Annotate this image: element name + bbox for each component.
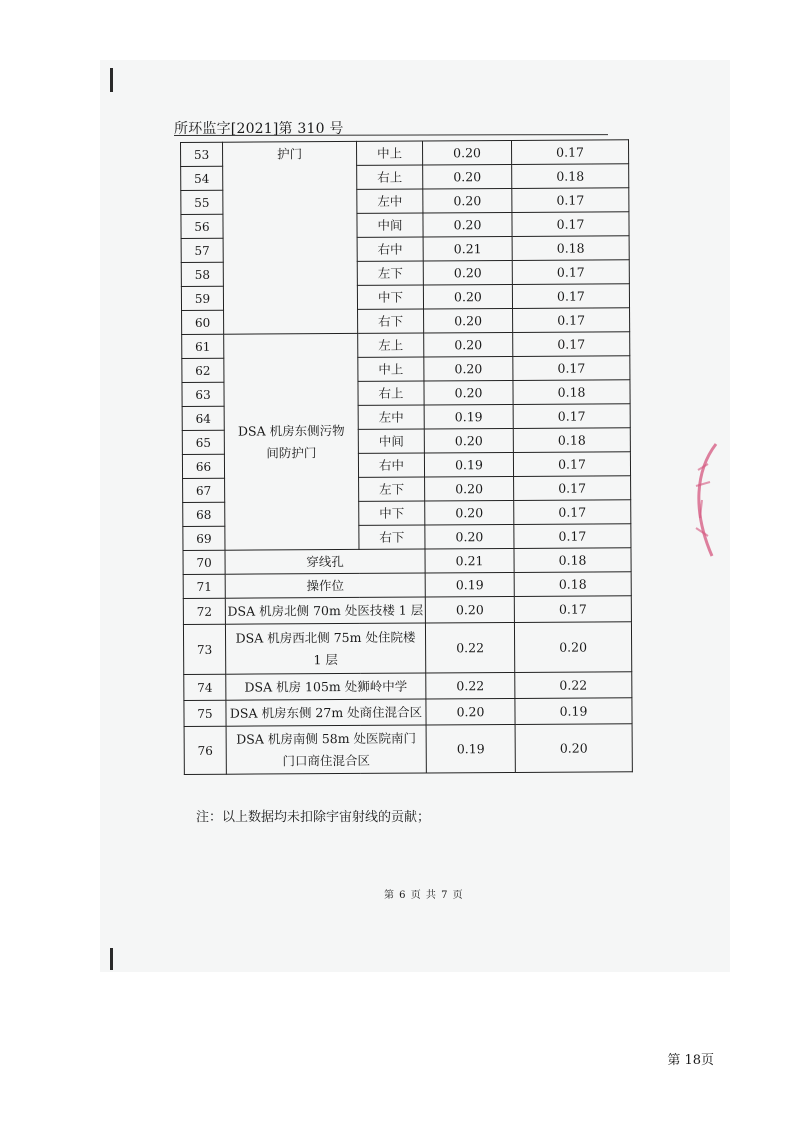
- value-cell-1: 0.20: [425, 524, 514, 549]
- position-cell: 左下: [357, 261, 423, 285]
- row-number: 76: [184, 726, 226, 774]
- value-cell-1: 0.20: [424, 428, 513, 453]
- value-cell-1: 0.21: [423, 236, 512, 261]
- row-number: 73: [183, 624, 225, 674]
- value-cell-1: 0.22: [426, 672, 515, 699]
- value-cell-2: 0.20: [515, 724, 632, 773]
- row-number: 74: [184, 674, 226, 700]
- value-cell-1: 0.20: [425, 476, 514, 501]
- location-cell: DSA 机房 105m 处狮岭中学: [226, 673, 426, 700]
- measurement-table-wrapper: [180, 139, 633, 775]
- value-cell-1: 0.20: [424, 308, 513, 333]
- table-row: [183, 622, 631, 675]
- table-note: 注：以上数据均未扣除宇宙射线的贡献；: [196, 810, 431, 825]
- table-row: [183, 572, 631, 599]
- row-number: 56: [181, 214, 223, 238]
- location-cell: DSA 机房东侧污物间防护门: [224, 333, 359, 550]
- binding-mark-top: [110, 68, 113, 92]
- value-cell-2: 0.17: [514, 596, 631, 623]
- seal-stamp-fragment: [686, 440, 722, 560]
- location-cell: DSA 机房东侧 27m 处商住混合区: [226, 699, 426, 726]
- value-cell-2: 0.20: [514, 622, 631, 673]
- row-number: 57: [181, 238, 223, 262]
- row-number: 55: [181, 190, 223, 214]
- row-number: 69: [183, 526, 225, 550]
- location-cell: DSA 机房南侧 58m 处医院南门门口商住混合区: [226, 725, 426, 774]
- row-number: 63: [182, 382, 224, 406]
- value-cell-2: 0.18: [512, 164, 629, 189]
- position-cell: 中间: [358, 429, 424, 453]
- value-cell-2: 0.17: [512, 260, 629, 285]
- position-cell: 左中: [358, 405, 424, 429]
- position-cell: 右中: [358, 453, 424, 477]
- value-cell-2: 0.17: [513, 404, 630, 429]
- value-cell-1: 0.19: [426, 724, 515, 773]
- document-number: 所环监字[2021]第 310 号: [174, 121, 344, 137]
- table-row: [184, 672, 632, 701]
- row-number: 75: [184, 700, 226, 726]
- outer-page-number: 第 18页: [667, 1053, 714, 1068]
- row-number: 67: [183, 478, 225, 502]
- row-number: 68: [183, 502, 225, 526]
- value-cell-1: 0.20: [423, 260, 512, 285]
- value-cell-1: 0.20: [425, 500, 514, 525]
- row-number: 61: [182, 334, 224, 358]
- position-cell: 中间: [357, 213, 423, 237]
- value-cell-2: 0.17: [514, 500, 631, 525]
- value-cell-2: 0.17: [513, 332, 630, 357]
- value-cell-1: 0.19: [424, 404, 513, 429]
- value-cell-2: 0.18: [514, 548, 631, 573]
- position-cell: 右中: [357, 237, 423, 261]
- binding-mark-bottom: [110, 948, 113, 970]
- table-row: [182, 332, 630, 359]
- row-number: 72: [183, 598, 225, 624]
- value-cell-2: 0.17: [512, 212, 629, 237]
- value-cell-2: 0.17: [512, 188, 629, 213]
- value-cell-1: 0.20: [423, 164, 512, 189]
- table-row: [183, 596, 631, 625]
- position-cell: 左上: [358, 333, 424, 357]
- row-number: 60: [182, 310, 224, 334]
- value-cell-2: 0.17: [513, 356, 630, 381]
- value-cell-2: 0.17: [512, 284, 629, 309]
- measurement-table: [180, 139, 633, 775]
- location-cell: DSA 机房西北侧 75m 处住院楼 1 层: [225, 623, 425, 674]
- value-cell-1: 0.20: [425, 596, 514, 623]
- position-cell: 中上: [358, 357, 424, 381]
- value-cell-1: 0.20: [422, 140, 511, 165]
- position-cell: 右下: [358, 309, 424, 333]
- position-cell: 右上: [357, 165, 423, 189]
- position-cell: 右下: [359, 525, 425, 549]
- position-cell: 左下: [359, 477, 425, 501]
- table-row: [183, 548, 631, 575]
- value-cell-1: 0.21: [425, 548, 514, 573]
- location-cell: 护门: [223, 141, 358, 334]
- value-cell-1: 0.19: [424, 452, 513, 477]
- location-cell: DSA 机房北侧 70m 处医技楼 1 层: [225, 597, 425, 624]
- position-cell: 左中: [357, 189, 423, 213]
- value-cell-2: 0.18: [514, 572, 631, 597]
- row-number: 59: [181, 286, 223, 310]
- value-cell-1: 0.20: [423, 188, 512, 213]
- row-number: 70: [183, 550, 225, 574]
- value-cell-2: 0.17: [511, 140, 628, 165]
- value-cell-2: 0.18: [512, 236, 629, 261]
- location-cell: 穿线孔: [225, 549, 425, 574]
- row-number: 71: [183, 574, 225, 598]
- position-cell: 右上: [358, 381, 424, 405]
- row-number: 64: [182, 406, 224, 430]
- row-number: 53: [181, 142, 223, 166]
- value-cell-1: 0.20: [426, 698, 515, 725]
- row-number: 54: [181, 166, 223, 190]
- row-number: 65: [182, 430, 224, 454]
- value-cell-2: 0.18: [513, 428, 630, 453]
- row-number: 58: [181, 262, 223, 286]
- table-row: [184, 698, 632, 727]
- table-row: [184, 724, 632, 775]
- value-cell-1: 0.20: [424, 380, 513, 405]
- position-cell: 中上: [356, 141, 422, 165]
- location-cell: 操作位: [225, 573, 425, 598]
- value-cell-2: 0.17: [514, 476, 631, 501]
- inner-page-number: 第 6 页 共 7 页: [384, 890, 464, 901]
- value-cell-2: 0.17: [513, 452, 630, 477]
- row-number: 62: [182, 358, 224, 382]
- row-number: 66: [182, 454, 224, 478]
- position-cell: 中下: [357, 285, 423, 309]
- value-cell-2: 0.17: [514, 524, 631, 549]
- position-cell: 中下: [359, 501, 425, 525]
- value-cell-1: 0.20: [423, 212, 512, 237]
- value-cell-1: 0.20: [423, 284, 512, 309]
- value-cell-2: 0.18: [513, 380, 630, 405]
- value-cell-1: 0.20: [424, 356, 513, 381]
- value-cell-2: 0.22: [515, 672, 632, 699]
- value-cell-1: 0.20: [424, 332, 513, 357]
- value-cell-1: 0.19: [425, 572, 514, 597]
- value-cell-1: 0.22: [425, 622, 514, 673]
- value-cell-2: 0.17: [513, 308, 630, 333]
- value-cell-2: 0.19: [515, 698, 632, 725]
- table-row: [181, 140, 629, 167]
